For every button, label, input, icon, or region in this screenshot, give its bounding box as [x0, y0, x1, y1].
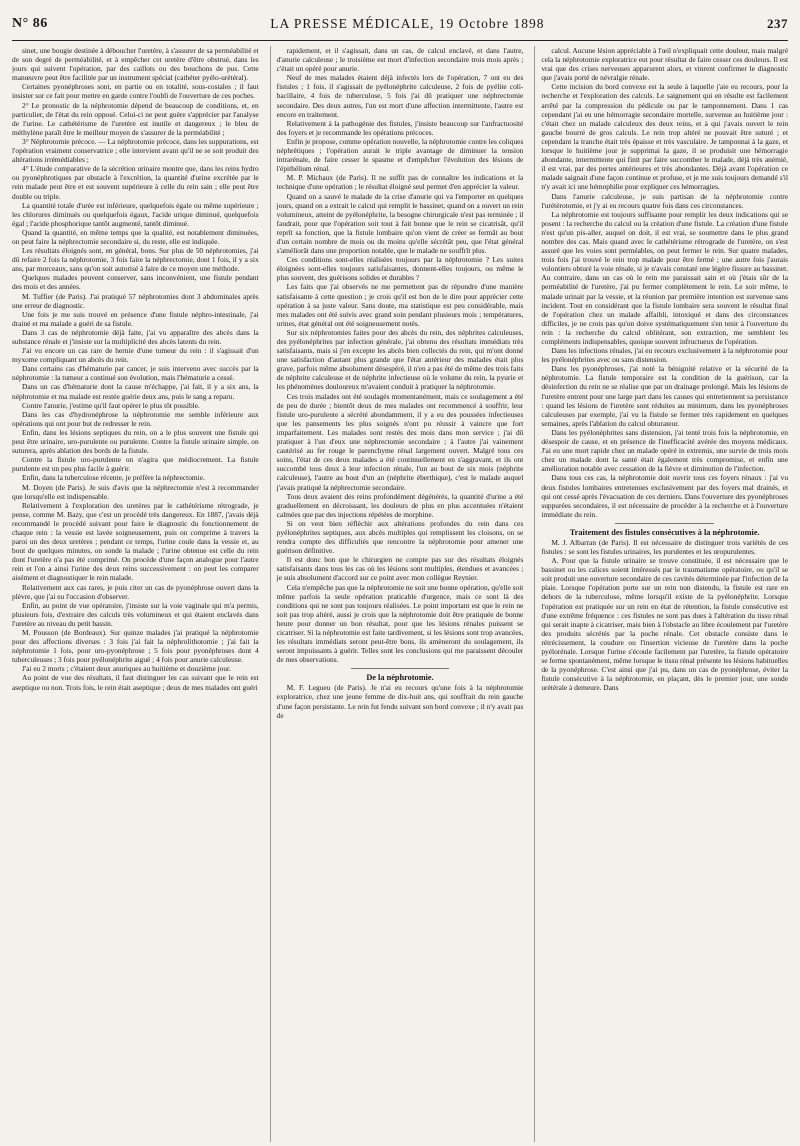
- paragraph: M. Pousson (de Bordeaux). Sur quinze malades j'ai pratiqué la néphrotomie pour des affections diverses : 3 fois j'ai fait la néphrolithotomie ; j'ai fait la néphrotomie 1 fois, pour uro-pyonéphrose ; 5 fois pour pyonéphroses dont 4 tuberculeuses ; 3 fois pour pyélonéphrite aiguë ; 4 fois pour anurie calculeuse.: [12, 628, 259, 665]
- paragraph: 4° L'étude comparative de la sécrétion urinaire montre que, dans les reins hydro ou pyonéphrotiques par obstacle à l'excrétion, la quantité d'urine excrétée par le rein malade peut être et est souvent supérieure à celle du rein sain ; elle peut être double ou triple.: [12, 164, 259, 201]
- paragraph: M. F. Legueu (de Paris). Je n'ai eu recours qu'une fois à la néphrotomie exploratrice, chez une jeune femme de dix-huit ans, qui souffrait du rein gauche d'une façon persistante. Le rein fut fendu suivant son bord convexe ; il n'y avait pas de: [276, 683, 524, 720]
- paragraph: Les faits que j'ai observés ne me permettent pas de répondre d'une manière satisfaisante à cette question ; je crois qu'il est bon de le dire pour apprécier cette opération à sa juste valeur. Sans doute, ma statistique est peu considérable, mais mes malades ont été suivis avec grand soin pendant plusieurs mois ; températures, urines, état général ont été soigneusement notés.: [276, 282, 524, 328]
- paragraph: Dans 3 cas de néphrotomie déjà faite, j'ai vu apparaître des abcès dans la substance rénale et j'insiste sur la multiplicité des abcès latents du rein.: [12, 327, 259, 346]
- article-columns: [12, 46, 788, 1142]
- paragraph: J'ai vu encore un cas rare de hernie d'une tumeur du rein : il s'agissait d'un myxome compliquant un abcès du rein.: [12, 346, 259, 365]
- paragraph: M. P. Michaux (de Paris). Il ne suffit pas de connaître les indications et la technique d'une opération ; le résultat éloigné seul permet d'en apprécier la valeur.: [276, 173, 524, 192]
- paragraph: La néphrotomie est toujours suffisante pour remplir les deux indications qui se posent : la recherche du calcul ou la création d'une fistule. La création d'une fistule n'est qu'un pis-aller, auquel on doit, il est vrai, se soumettre dans le plus grand nombre des cas. Mais quand avec le cathétérisme rétrograde de l'uretère, on s'est assuré que les voies sont perméables, on peut fermer le rein. Sur quatre malades, trois fois j'ai trouvé le rein trop malade pour être fermé ; une autre fois j'aurais volontiers obturé la voie rénale, si je n'avais constaté une légère fissure au bassinet. Au contraire, dans un cas où le rein me paraissait sain et où j'étais sûr de la perméabilité de l'uretère, j'ai pu fermer complètement le rein. Le soir même, le malade urinait par la vessie, et la réunion par première intention est survenue sans incident. Tout en considérant que la fistule lombaire sera souvent le résultat final de l'opération chez un malade affaibli, intoxiqué et dans des circonstances difficiles, je ne crois pas qu'on doive systématiquement s'en tenir à l'ouverture du rein : la recherche du calcul oblitérant, son extraction, me semblent les compléments indispensables, quoique souvent infructueux de l'opération.: [541, 209, 789, 346]
- paragraph: Ces conditions sont-elles réalisées toujours par la néphrotomie ? Les suites éloignées sont-elles toujours satisfaisantes, donnent-elles toujours, ou même le plus souvent, des guérisons solides et durables ?: [276, 255, 524, 283]
- paragraph: Relativement à l'exploration des uretères par le cathétérisme rétrograde, je pense, comme M. Bazy, que c'est un procédé très dangereux. En 1887, j'avais déjà recommandé le procédé suivant pour faire le diagnostic du fonctionnement de chaque rein : la vessie est lavée soigneusement, puis on comprime à travers la paroi un des deux uretères ; pendant ce temps, l'urine coule dans la vessie et, au bout de quelques minutes, on sonde la malade ; l'urine obtenue est celle du rein dont l'uretère n'a pas été comprimé. On procède d'une façon analogue pour l'autre rein et l'on a ainsi l'urine des deux reins successivement : on peut les comparer aisément et diagnostiquer le rein malade.: [12, 500, 259, 583]
- paragraph: Quand la quantité, en même temps que la qualité, est notablement diminuées, on peut faire la néphrectomie secondaire si, du reste, elle est indiquée.: [12, 227, 259, 246]
- paragraph: Cela n'empêche pas que la néphrotomie ne soit une bonne opération, qu'elle soit même parfois la seule opération praticable d'urgence, mais ce sont là des conditions qui ne sont pas toujours réalisées. Le point important est que le rein ne soit pas trop altéré, aussi je crois que la néphrotomie doit être pratiquée de bonne heure pour donner un bon résultat, pour que les lésions rénales puissent se cicatriser. Si la néphrotomie est faite tardivement, si les lésions sont trop avancées, les résultats immédiats seront peut-être bons, ils amèneront du soulagement, ils seront impuissants à guérir. Telles sont les conclusions qui me paraissent découler de mes observations.: [276, 582, 524, 665]
- paragraph: Les résultats éloignés sont, en général, bons. Sur plus de 50 néphrotomies, j'ai dû refaire 2 fois la néphrotomie, 3 fois faire la néphrectomie, dont 1 fois, il y a six ans, par morceaux, sans qu'on soit autorisé à faire de ce moyen une méthode.: [12, 246, 259, 274]
- paragraph: Dans les cas d'hydronéphrose la néphrotomie me semble inférieure aux opérations qui ont pour but de redresser le rein.: [12, 409, 259, 428]
- paragraph: sinet, une bougie destinée à déboucher l'uretère, à s'assurer de sa perméabilité et de son degré de perméabilité, et à empêcher cet uretère d'être obstrué, dans les jours qui suivent l'opération, par des caillots ou des bouchons de pus. Cette manœuvre peut être facilitée par un instrument spécial (cathéter pyélo-urétéral).: [12, 46, 259, 83]
- paragraph: 2° Le pronostic de la néphrotomie dépend de beaucoup de conditions, et, en particulier, de l'état du rein opposé. Celui-ci ne peut guère s'apprécier par l'analyse de l'urine. Le cathétérisme de l'uretère est inutile et dangereux ; le bleu de méthylène paraît être le meilleur moyen de s'assurer de la perméabilité ;: [12, 100, 259, 137]
- section-divider: [351, 668, 450, 669]
- paragraph: Relativement à la pathogénie des fistules, j'insiste beaucoup sur l'anfractuosité des foyers et je recommande les opérations précoces.: [276, 118, 524, 137]
- paragraph: Dans les pyélonéphrites sans distension, j'ai tenté trois fois la néphrotomie, en désespoir de cause, et en présence de l'inefficacité avérée des moyens médicaux. J'ai eu une mort rapide chez un malade opéré in extremis, une survie de trois mois chez un malade dont la santé était également très compromise, et enfin une amélioration notable avec cessation de la fièvre et diminution de l'infection.: [541, 427, 789, 474]
- page-header: [12, 8, 788, 41]
- paragraph: Enfin, au point de vue opératoire, j'insiste sur la voie vaginale qui m'a permis, plusieurs fois, d'extraire des calculs très volumineux et qui étaient enclavés dans l'uretère au niveau du petit bassin.: [12, 600, 259, 628]
- paragraph: J'ai eu 2 morts ; c'étaient deux anuriques au huitième et douzième jour.: [22, 664, 231, 674]
- paragraph: Au point de vue des résultats, il faut distinguer les cas suivant que le rein est aseptique ou non. Trois fois, le rein était aseptique ; deux de mes malades ont guéri: [12, 673, 259, 692]
- section-title: De la néphrotomie.: [366, 673, 434, 683]
- paragraph: A. Pour que la fistule urinaire se trouve constituée, il est nécessaire que le bassinet ou les calices soient intéressés par le traumatisme opératoire, ou qu'il se soit produit une ouverture secondaire de ces cavités déterminée par l'infection de la plaie. Lorsque l'opération porte sur un rein non distendu, la fistule est rare en dehors de la tuberculose, même lorsqu'il existe de la pyélonéphrite. Lorsque l'opération est pratiquée sur un rein en état de rétention, la fistule consécutive est d'une extrême fréquence : ces fistules ne sont pas dues à l'altération du tissu rénal qui serait inapte à cicatriser, mais bien à l'obstacle au libre écoulement par l'uretère des produits sécrétés par la poche rénale. Cet obstacle consiste dans le rétrécissement, la coudure ou l'insertion vicieuse de l'uretère dans la poche pyélorénale. Lorsque l'urine s'écoule facilement par l'uretère, la fistule opératoire se ferme spontanément, même lorsque le tissu rénal présente les lésions habituelles de la pyonéphrose. C'est ainsi que j'ai pu, dans un cas de pyonéphrose, éviter la fistule consécutive à la néphrotomie, en plaçant, dès le premier jour, une sonde urétérale à demeure. Dans: [541, 556, 789, 693]
- column-1: [12, 46, 259, 1142]
- paragraph: Dans l'anurie calculeuse, je suis partisan de la néphrotomie contre l'urétérotomie, et j'y ai eu recours quatre fois dans ces circonstances.: [541, 191, 789, 210]
- paragraph: Dans tous ces cas, la néphrotomie doit ouvrir tous ces foyers rénaux : j'ai vu deux fistules lombaires entretenues exclusivement par des foyers mal drainés, et qui ont cessé après l'évacuation de ces derniers. Dans l'ouverture des pyonéphroses suppurées secondaires, il est nécessaire de procéder à la recherche et à l'ouverture immédiate du rein.: [541, 473, 789, 519]
- paragraph: Il est donc bon que le chirurgien ne compte pas sur des résultats éloignés satisfaisants dans tous les cas où les lésions sont multiples, étendues et avancées ; je suis absolument d'accord sur ce point avec mon collègue Reynier.: [276, 555, 524, 583]
- section-title: Traitement des fistules consécutives à la néphrotomie.: [569, 527, 760, 537]
- journal-title: LA PRESSE MÉDICALE, 19 Octobre 1898: [270, 16, 545, 31]
- paragraph: Dans les infections rénales, j'ai eu recours exclusivement à la néphrotomie pour les pyélonéphrites avec ou sans distension.: [541, 346, 789, 365]
- paragraph: Cette incision du bord convexe est la seule à laquelle j'aie eu recours, pour la recherche et l'exploration des calculs. Le saignement qui en résulte est facilement arrêté par la compression du pédicule ou par le tamponnement. Dans 1 cas cependant j'ai eu une hémorragie secondaire mortelle, survenue au huitième jour : c'était chez un malade calculeux des deux reins, et à qui j'avais ouvert le rein gauche bourré de gros calculs. Le rein trop altéré ne pouvait être suturé ; et cependant la tranche était très épaisse et très vasculaire. Je tamponnai à la gaze, et lorsque le huitième jour je supprimai la gaze, il se produisit une hémorragie abondante, intermittente qui finit par faire succomber le malade, déjà très anémié, il est vrai, par des pertes antérieures et très abondantes. Déjà avant l'opération ce malade saignait d'une façon continue et profuse, et je me suis toujours demandé s'il n'y avait ici une hémophilie pour expliquer ces hémorragies.: [541, 82, 789, 192]
- paragraph: Quand on a sauvé le malade de la crise d'anurie qui va l'emporter en quelques jours, quand on a extrait le calcul qui remplit le bassinet, quand on a ouvert un rein volumineux, atteint de pyélonéphrite, la besogne chirurgicale n'est pas terminée ; il faudrait, pour que l'opération soit tout à fait bonne que le rein se cicatrisât, qu'il reprît sa fonction, que la fistule lombaire qu'on vient de créer se fermât au bout d'un certain nombre de mois ou du moins qu'elle sécrétât peu, que l'état général s'améliorât dans une proportion notable, que le malade ne souffrît plus.: [276, 191, 524, 256]
- paragraph: Relativement aux cas rares, je puis citer un cas de pyonéphrose ouvert dans la plèvre, que j'ai eu l'occasion d'observer.: [12, 582, 259, 601]
- paragraph: 3° Néphrotomie précoce. — La néphrotomie précoce, dans les suppurations, est l'opération vraiment conservatrice ; elle intervient avant qu'il ne se soit produit des altérations irrémédiables ;: [12, 136, 259, 165]
- paragraph: M. Doyen (de Paris). Je suis d'avis que la néphrectomie n'est à recommander que lorsqu'elle est indispensable.: [12, 482, 259, 501]
- paragraph: M. Tuffier (de Paris). J'ai pratiqué 57 néphrotomies dont 3 abdominales après une erreur de diagnostic.: [12, 291, 259, 310]
- paragraph: Certaines pyonéphroses sont, en partie ou en totalité, sous-costales ; il faut insister sur ce fait pour mettre en garde contre l'oubli de l'ouverture de ces poches.: [12, 82, 259, 101]
- paragraph: Tous deux avaient des reins profondément dégénérés, la quantité d'urine a été graduellement en décroissant, les douleurs de plus en plus accentuées n'étaient calmées que par des injections répétées de morphine.: [276, 491, 524, 519]
- paragraph: Dans un cas d'hématurie dont la cause m'échappe, j'ai fait, il y a six ans, la néphrotomie et ma malade est restée guérie deux ans, puis le sang a reparu.: [12, 382, 259, 401]
- paragraph: Contre l'anurie, j'estime qu'il faut opérer le plus tôt possible.: [22, 400, 200, 410]
- paragraph: calcul. Aucune lésion appréciable à l'œil n'expliquait cette douleur, mais malgré cela la néphrotomie exploratrice eut pour résultat de faire cesser ces douleurs. Il est vrai que des crises nerveuses apparurent alors, et vinrent confirmer le diagnostic que j'avais porté de névralgie rénale.: [541, 46, 789, 83]
- paragraph: rapidement, et il s'agissait, dans un cas, de calcul enclavé, et dans l'autre, d'anurie calculeuse ; le troisième est mort d'infection secondaire trois mois après ; c'était un opéré pour anurie.: [276, 46, 524, 74]
- paragraph: Sur six néphrotomies faites pour des abcès du rein, des néphrites calculeuses, des pyélonéphrites par infection générale, j'ai obtenu des résultats immédiats très satisfaisants, mais si j'en excepte les abcès bien collectés du rein, qui m'ont donné une satisfaction d'autant plus grande que l'état antérieur des malades était plus grave, parfois même absolument désespéré, il n'en a pas été de même des trois faits de néphrite calculeuse et de néphrite infectieuse où le volume du rein, la pyurie et les phénomènes douloureux m'avaient conduit à pratiquer la néphrotomie.: [276, 327, 524, 392]
- paragraph: Enfin je propose, comme opération nouvelle, la néphrotomie contre les coliques néphrétiques ; l'opération aurait le triple avantage de diminuer la tension intrarénale, de faire cesser le spasme et d'empêcher l'évolution des lésions de l'épithélium rénal.: [276, 136, 524, 174]
- paragraph: Si on veut bien réfléchir aux altérations profondes du rein dans ces pyélonéphrites septiques, aux abcès multiples qui remplissent les cloisons, on se rendra compte des difficultés que rencontre la néphrotomie pour amener une guérison définitive.: [276, 518, 524, 556]
- paragraph: La quantité totale d'urée est inférieure, quelquefois égale ou même supérieure ; les chlorures diminués ou quelquefois égaux, l'acide urique diminué, quelquefois égal ; l'acide phosphorique tantôt augmenté, tantôt diminué.: [12, 200, 259, 228]
- column-3: [534, 46, 788, 1142]
- section-divider: [615, 523, 714, 524]
- paragraph: Enfin, dans les lésions septiques du rein, on a le plus souvent une fistule qui peut être urinaire, uro-purulente ou purulente. Contre la fistule urinaire simple, on suturera, après ablation des bords de la fistule.: [12, 427, 259, 456]
- column-2: [270, 46, 524, 1142]
- issue-number: N° 86: [12, 16, 48, 31]
- page-number: 237: [767, 16, 788, 31]
- paragraph: Neuf de mes malades étaient déjà infectés lors de l'opération, 7 ont eu des fistules ; 1 fois, il s'agissait de pyélonéphrite calculeuse, 2 fois de pyélite coli-bacillaire, 4 fois de tuberculose, 5 fois j'ai dû pratiquer une néphrectomie secondaire. Des deux autres, l'un est mort d'une affection intermittente, l'autre est encore en traitement.: [276, 73, 524, 119]
- paragraph: Ces trois malades ont été soulagés momentanément, mais ce soulagement a été de peu de durée ; bientôt deux de mes malades ont recommencé à souffrir, leur fistule uro-purulente a sécrété abondamment, il y a eu des poussées infectieuses que les pansements les plus soignés n'ont pu réussir à vaincre que fort imparfaitement. Les malades sont restés des mois dans mon service ; j'ai dû pratiquer à l'un d'eux une néphrectomie secondaire ; à l'autre j'ai vainement cautérisé au fer rouge le parenchyme rénal largement ouvert. Malgré tous ces soins, l'état de ces deux malades a été continuellement en s'aggravant, et ils ont succombé tous deux à leur infection rénale, l'un au bout de six mois (néphrite calculeuse), l'autre au bout d'un an (néphrite éberthique), c'est le malade auquel j'avais pratiqué la néphrectomie secondaire.: [276, 391, 524, 492]
- paragraph: Enfin, dans la tuberculose récente, je préfère la néphrectomie.: [22, 473, 205, 483]
- paragraph: Dans certains cas d'hématurie par cancer, je suis intervenu avec succès par la néphrotomie : la tumeur a continué son évolution, mais l'hématurie a cessé.: [12, 364, 259, 383]
- paragraph: Quelques malades peuvent conserver, sans inconvénient, une fistule pendant des mois et des années.: [12, 273, 259, 292]
- paragraph: Contre la fistule uro-purulente on n'agira que médiocrement. La fistule purulente est un peu plus facile à guérir.: [12, 455, 259, 474]
- paragraph: Une fois je me suis trouvé en présence d'une fistule néphro-intestinale, j'ai drainé et ma malade a guéri de sa fistule.: [12, 309, 259, 328]
- paragraph: M. J. Albarran (de Paris). Il est nécessaire de distinguer trois variétés de ces fistules : se sont les fistules urinaires, les purulentes et les uropurulentes.: [541, 537, 789, 556]
- paragraph: Dans les pyonéphroses, j'ai noté la bénignité relative et la sécurité de la néphrotomie. La fistule temporaire est la condition de la guérison, car la désinfection du rein ne se réalise que par un drainage prolongé. Mais les lésions de l'uretère entrent pour une large part dans les causes qui entretiennent sa persistance : quand les lésions de l'uretère sont réduites au minimum, dans les pyonéphroses calculeuses par exemple, j'ai vu la fistule se fermer très rapidement en quelques semaines, après l'ablation du calcul obturateur.: [541, 364, 789, 428]
